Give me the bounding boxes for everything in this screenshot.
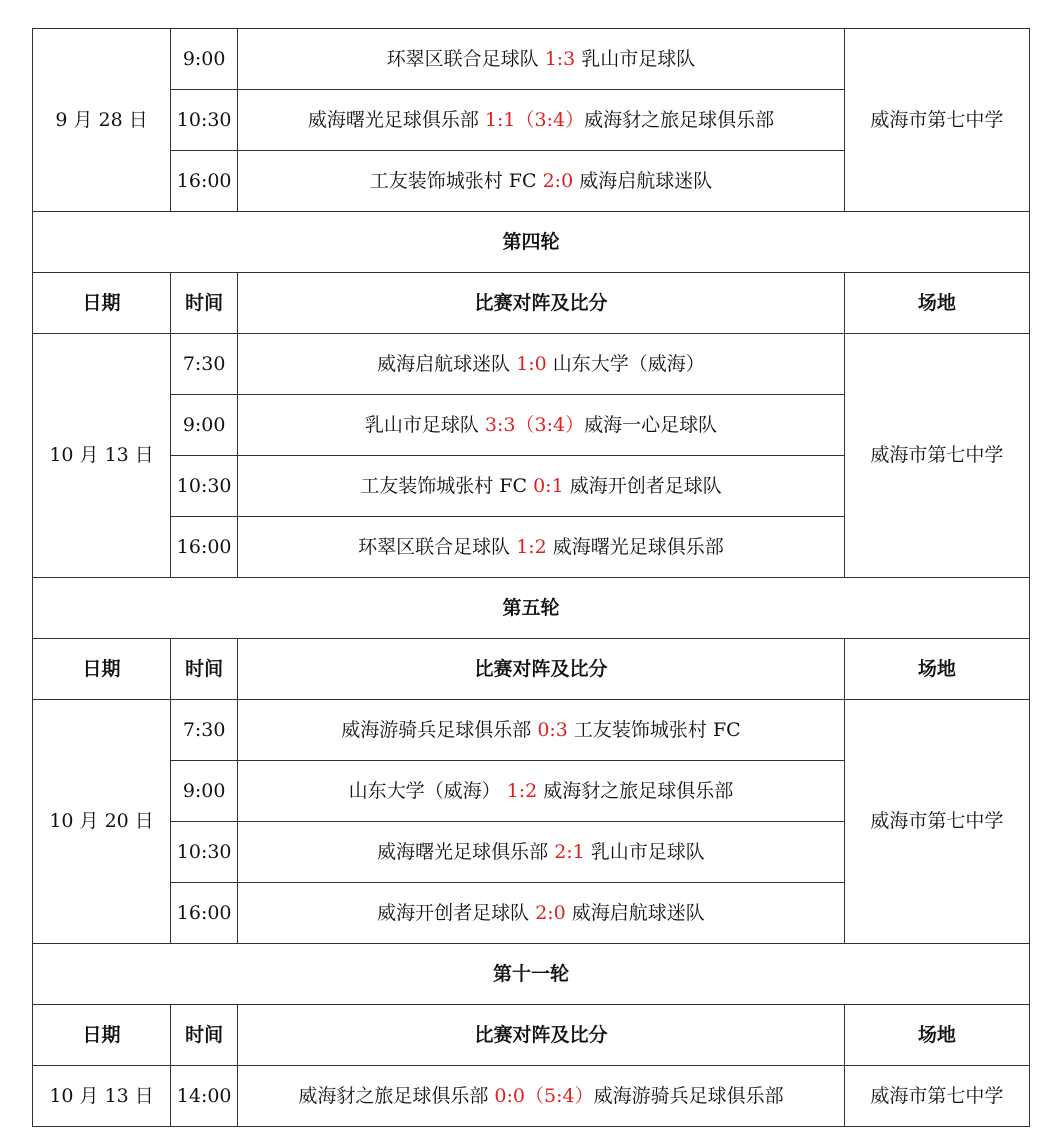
home-team: 威海开创者足球队 xyxy=(377,901,536,924)
header-match: 比赛对阵及比分 xyxy=(238,1005,845,1066)
match-time: 16:00 xyxy=(171,883,238,944)
home-team: 山东大学（威海） xyxy=(348,779,507,802)
header-date: 日期 xyxy=(33,1005,171,1066)
match-cell xyxy=(238,883,845,944)
match-cell xyxy=(238,90,845,151)
away-team: 乳山市足球队 xyxy=(584,840,705,863)
match-time: 14:00 xyxy=(171,1066,238,1127)
match-venue: 威海市第七中学 xyxy=(844,334,1029,578)
away-team: 威海启航球迷队 xyxy=(565,901,705,924)
match-time: 10:30 xyxy=(171,456,238,517)
match-row xyxy=(33,1066,1030,1127)
home-team: 环翠区联合足球队 xyxy=(358,535,517,558)
header-date: 日期 xyxy=(33,639,171,700)
home-team: 工友装饰城张村 FC xyxy=(360,474,534,497)
home-team: 工友装饰城张村 FC xyxy=(369,169,543,192)
away-team: 威海游骑兵足球俱乐部 xyxy=(593,1084,784,1107)
header-match: 比赛对阵及比分 xyxy=(238,273,845,334)
match-time: 10:30 xyxy=(171,822,238,883)
home-team: 威海曙光足球俱乐部 xyxy=(307,108,485,131)
home-team: 威海启航球迷队 xyxy=(377,352,517,375)
match-score: 3:3（3:4） xyxy=(484,413,585,436)
match-date: 10 月 20 日 xyxy=(33,700,171,944)
match-time: 7:30 xyxy=(171,334,238,395)
match-score: 1:1（3:4） xyxy=(484,108,585,131)
match-row xyxy=(33,700,1030,761)
match-score: 1:3 xyxy=(544,47,576,70)
round-row xyxy=(33,578,1030,639)
match-score: 0:3 xyxy=(537,718,568,741)
match-cell xyxy=(238,822,845,883)
match-score: 2:0 xyxy=(542,169,574,192)
away-team: 威海豺之旅足球俱乐部 xyxy=(584,108,775,131)
match-time: 7:30 xyxy=(171,700,238,761)
away-team: 威海曙光足球俱乐部 xyxy=(546,535,724,558)
match-time: 9:00 xyxy=(171,395,238,456)
schedule-body xyxy=(33,29,1030,1127)
round-row xyxy=(33,944,1030,1005)
match-score: 1:0 xyxy=(516,352,547,375)
away-team: 乳山市足球队 xyxy=(575,47,696,70)
away-team: 工友装饰城张村 FC xyxy=(567,718,741,741)
match-venue: 威海市第七中学 xyxy=(844,1066,1029,1127)
away-team: 山东大学（威海） xyxy=(546,352,705,375)
match-score: 1:2 xyxy=(516,535,547,558)
away-team: 威海一心足球队 xyxy=(584,413,718,436)
header-date: 日期 xyxy=(33,273,171,334)
match-time: 10:30 xyxy=(171,90,238,151)
header-time: 时间 xyxy=(171,1005,238,1066)
match-score: 0:1 xyxy=(533,474,564,497)
match-cell xyxy=(238,29,845,90)
round-row xyxy=(33,212,1030,273)
match-time: 16:00 xyxy=(171,517,238,578)
header-row xyxy=(33,639,1030,700)
match-cell xyxy=(238,151,845,212)
match-time: 16:00 xyxy=(171,151,238,212)
match-cell xyxy=(238,517,845,578)
match-cell xyxy=(238,700,845,761)
match-row xyxy=(33,334,1030,395)
match-cell xyxy=(238,456,845,517)
away-team: 威海启航球迷队 xyxy=(573,169,713,192)
header-time: 时间 xyxy=(171,273,238,334)
match-cell xyxy=(238,395,845,456)
match-score: 2:1 xyxy=(554,840,585,863)
header-time: 时间 xyxy=(171,639,238,700)
header-row xyxy=(33,1005,1030,1066)
match-venue: 威海市第七中学 xyxy=(844,29,1029,212)
away-team: 威海豺之旅足球俱乐部 xyxy=(537,779,734,802)
home-team: 环翠区联合足球队 xyxy=(386,47,545,70)
away-team: 威海开创者足球队 xyxy=(563,474,722,497)
match-time: 9:00 xyxy=(171,29,238,90)
header-venue: 场地 xyxy=(844,639,1029,700)
match-time: 9:00 xyxy=(171,761,238,822)
match-score: 0:0（5:4） xyxy=(494,1084,594,1107)
header-venue: 场地 xyxy=(844,1005,1029,1066)
match-venue: 威海市第七中学 xyxy=(844,700,1029,944)
header-match: 比赛对阵及比分 xyxy=(238,639,845,700)
round-title: 第五轮 xyxy=(33,578,1030,639)
schedule-table xyxy=(32,28,1030,1127)
home-team: 威海游骑兵足球俱乐部 xyxy=(341,718,538,741)
match-score: 1:2 xyxy=(506,779,538,802)
match-date: 9 月 28 日 xyxy=(33,29,171,212)
match-row xyxy=(33,29,1030,90)
match-date: 10 月 13 日 xyxy=(33,1066,171,1127)
match-date: 10 月 13 日 xyxy=(33,334,171,578)
header-row xyxy=(33,273,1030,334)
match-score: 2:0 xyxy=(535,901,566,924)
home-team: 威海豺之旅足球俱乐部 xyxy=(298,1084,495,1107)
home-team: 威海曙光足球俱乐部 xyxy=(377,840,555,863)
home-team: 乳山市足球队 xyxy=(364,413,485,436)
header-venue: 场地 xyxy=(844,273,1029,334)
match-cell xyxy=(238,761,845,822)
round-title: 第四轮 xyxy=(33,212,1030,273)
match-cell xyxy=(238,334,845,395)
round-title: 第十一轮 xyxy=(33,944,1030,1005)
match-cell xyxy=(238,1066,845,1127)
